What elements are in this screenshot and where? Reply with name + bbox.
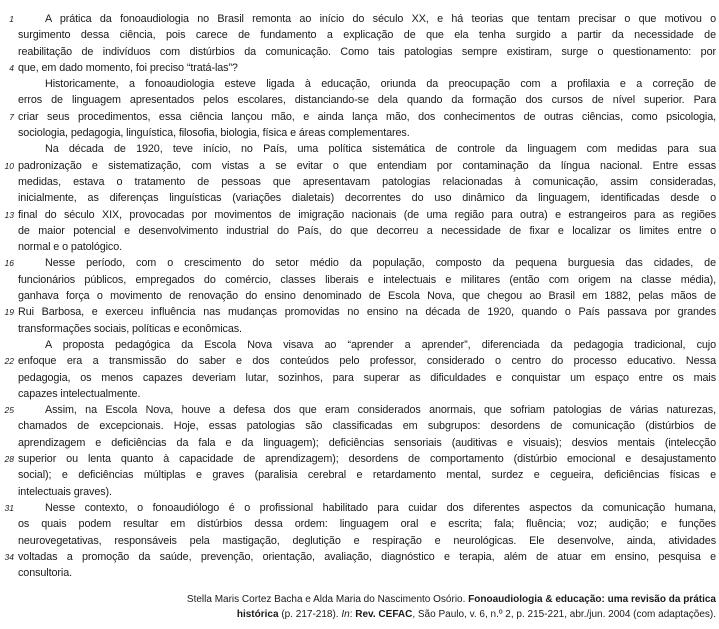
text-line bbox=[18, 141, 716, 157]
text-line bbox=[9, 11, 716, 27]
line-text: medidas, estava o tratamento de pessoas que apresentavam patologias relacionadas à comunicação, assim consideradas, bbox=[18, 175, 716, 188]
text-line bbox=[18, 418, 716, 434]
line-text: Nesse período, com o crescimento do setor médio da população, composto da pequena burguesia das cidades, de bbox=[45, 257, 716, 270]
line-text: pedagogia, os menos capazes deveriam lutar, sozinhos, para superar as dificuldades e conquistar um espaço entre os mais bbox=[18, 371, 716, 384]
source-citation bbox=[60, 593, 716, 622]
line-text: normal e o patológico. bbox=[18, 241, 123, 254]
line-text: criar seus procedimentos, essa ciência lançou mão, e ainda lança mão, dos conhecimentos de outras ciências, como psicologia, bbox=[18, 110, 716, 123]
citation-segment: Stella Maris Cortez Bacha e Alda Maria do Nascimento Osório. bbox=[186, 594, 469, 605]
text-line bbox=[18, 484, 716, 500]
text-line bbox=[4, 207, 716, 223]
line-text: consultoria. bbox=[18, 567, 73, 580]
line-text: enfoque era a transmissão do saber e dos conteúdos pelo professor, considerado o centro do processo educativo. Nessa bbox=[18, 355, 716, 368]
text-line bbox=[18, 386, 716, 402]
line-text: Historicamente, a fonoaudiologia esteve ligada à educação, oriunda da preocupação com a profilaxia e a correção de bbox=[45, 78, 716, 91]
line-number: 4 bbox=[9, 62, 14, 73]
line-text: erros de linguagem apresentados pelos escolares, distanciando-se dela quando da formação dos cursos de nível superior. Para bbox=[18, 94, 716, 107]
line-text: os quais podem resultar em distúrbios dessa ordem: linguagem oral e escrita; fala; fluência; voz; audição; e funções bbox=[18, 518, 716, 531]
citation-segment: , São Paulo, v. 6, n.º 2, p. 215-221, abr./jun. 2004 (com adaptações). bbox=[412, 608, 716, 620]
line-text: aprendizagem e deficiências da fala e da linguagem); deficiências sensoriais (auditivas e visuais); desvios mentais (intelecção bbox=[18, 436, 716, 449]
line-text: de maior potencial e desenvolvimento industrial do País, do que decorreu a necessidade de fixar e localizar os limites entre o bbox=[18, 224, 716, 237]
line-text: voltadas a promoção da saúde, prevenção, orientação, avaliação, diagnóstico e terapia, além de atuar em ensino, pesquisa e bbox=[18, 550, 716, 563]
text-line bbox=[4, 158, 716, 174]
text-line bbox=[18, 516, 716, 532]
reading-passage bbox=[4, 11, 716, 581]
line-text: Assim, na Escola Nova, houve a defesa dos que eram considerados anormais, que sofriam patologias de várias naturezas, bbox=[45, 404, 716, 417]
citation-segment: Fonoaudiologia & educação: uma revisão da prática bbox=[468, 594, 716, 605]
citation-segment: Rev. CEFAC bbox=[355, 608, 413, 620]
citation-line bbox=[60, 593, 716, 608]
line-text: reabilitação de indivíduos com distúrbios da comunicação. Como tais patologias sempre existiram, surge o questionamento: por bbox=[18, 45, 716, 58]
line-text: superior ou lenta quanto à capacidade de aprendizagem); desordens de comportamento (distúrbio emocional e desajustamento bbox=[18, 453, 716, 466]
text-line bbox=[18, 435, 716, 451]
line-text: que, em dado momento, foi preciso “tratá-las”? bbox=[18, 61, 238, 74]
line-text: chamados de excepcionais. Hoje, essas patologias são classificadas em subgrupos: desordens de comunicação (distúrbios de bbox=[18, 420, 716, 433]
citation-segment: : bbox=[349, 608, 356, 620]
citation-segment: (p. 217-218). bbox=[278, 608, 342, 620]
line-text: final do século XIX, provocadas por movimentos de imigração nacionais (de uma região para outra) e estrangeiros para as regiões bbox=[18, 208, 716, 221]
text-line bbox=[4, 255, 716, 271]
text-line bbox=[18, 174, 716, 190]
line-number: 7 bbox=[9, 111, 14, 122]
text-line bbox=[18, 467, 716, 483]
line-text: social); e deficiências múltiplas e graves (paralisia cerebral e retardamento mental, surdez e cegueira, deficiências físicas e bbox=[18, 469, 716, 482]
text-line bbox=[18, 337, 716, 353]
text-line bbox=[18, 44, 716, 60]
line-number: 28 bbox=[4, 454, 14, 465]
text-line bbox=[18, 190, 716, 206]
line-text: ganhava força o movimento de renovação do ensino denominado de Escola Nova, que chegou ao Brasil em 1882, pelas mãos de bbox=[18, 290, 716, 303]
text-line bbox=[9, 60, 716, 76]
line-text: surgimento dessa ciência, pois carece de fundamento a explicação de que ela tenha surgido a partir da necessidade de bbox=[18, 29, 716, 42]
text-line bbox=[18, 125, 716, 141]
text-line bbox=[18, 223, 716, 239]
text-line bbox=[18, 27, 716, 43]
text-line bbox=[18, 288, 716, 304]
text-line bbox=[4, 353, 716, 369]
text-line bbox=[18, 565, 716, 581]
text-line bbox=[9, 109, 716, 125]
line-text: A prática da fonoaudiologia no Brasil remonta ao início do século XX, e há teorias que tentam precisar o que motivou o bbox=[45, 13, 716, 25]
line-number: 22 bbox=[4, 356, 14, 367]
text-line bbox=[18, 272, 716, 288]
line-text: intelectuais graves). bbox=[18, 485, 112, 498]
line-text: A proposta pedagógica da Escola Nova visava ao “aprender a aprender”, diferenciada da pedagogia tradicional, cujo bbox=[45, 338, 716, 351]
text-line bbox=[4, 304, 716, 320]
citation-segment: In bbox=[341, 608, 350, 620]
text-line bbox=[18, 533, 716, 549]
text-line bbox=[4, 500, 716, 516]
line-number: 13 bbox=[4, 209, 14, 220]
line-text: Na década de 1920, teve início, no País, uma política sistemática de controle da linguagem com medidas para sua bbox=[45, 143, 716, 156]
text-line bbox=[18, 76, 716, 92]
line-text: padronização e sistematização, com vistas a se evitar o que entendiam por contaminação da língua nacional. Entre essas bbox=[18, 159, 716, 172]
text-line bbox=[4, 402, 716, 418]
text-line bbox=[18, 239, 716, 255]
citation-line bbox=[60, 608, 716, 623]
line-number: 19 bbox=[4, 307, 14, 318]
line-text: neurovegetativas, responsáveis pela mastigação, deglutição e respiração e neurológicas. Ele desenvolve, ainda, atividades bbox=[18, 534, 716, 547]
line-number: 25 bbox=[4, 405, 14, 416]
line-text: Nesse contexto, o fonoaudiólogo é o profissional habilitado para cuidar dos diferentes aspectos da comunicação humana, bbox=[45, 501, 716, 514]
text-line bbox=[4, 451, 716, 467]
line-text: capazes intelectualmente. bbox=[18, 387, 141, 400]
line-text: Rui Barbosa, e exerceu influência nas mudanças promovidas no ensino na década de 1920, quando o País passava por grandes bbox=[18, 306, 716, 319]
line-number: 16 bbox=[4, 258, 14, 269]
line-number: 31 bbox=[4, 502, 14, 513]
text-line bbox=[18, 321, 716, 337]
line-number: 10 bbox=[4, 160, 14, 171]
line-number: 1 bbox=[9, 14, 14, 24]
line-text: funcionários públicos, empregados do comércio, classes liberais e intelectuais e militares (então com origem na classe média), bbox=[18, 273, 716, 286]
text-line bbox=[18, 92, 716, 108]
line-number: 34 bbox=[4, 551, 14, 562]
line-text: transformações sociais, políticas e econômicas. bbox=[18, 322, 242, 335]
text-line bbox=[4, 549, 716, 565]
line-text: inicialmente, as diferenças linguísticas (variações dialetais) decorrentes do uso dinâmico da linguagem, identificadas desde o bbox=[18, 192, 716, 205]
line-text: sociologia, pedagogia, linguística, filosofia, biologia, física e áreas complementares. bbox=[18, 127, 410, 140]
citation-segment: histórica bbox=[236, 608, 279, 620]
text-line bbox=[18, 370, 716, 386]
